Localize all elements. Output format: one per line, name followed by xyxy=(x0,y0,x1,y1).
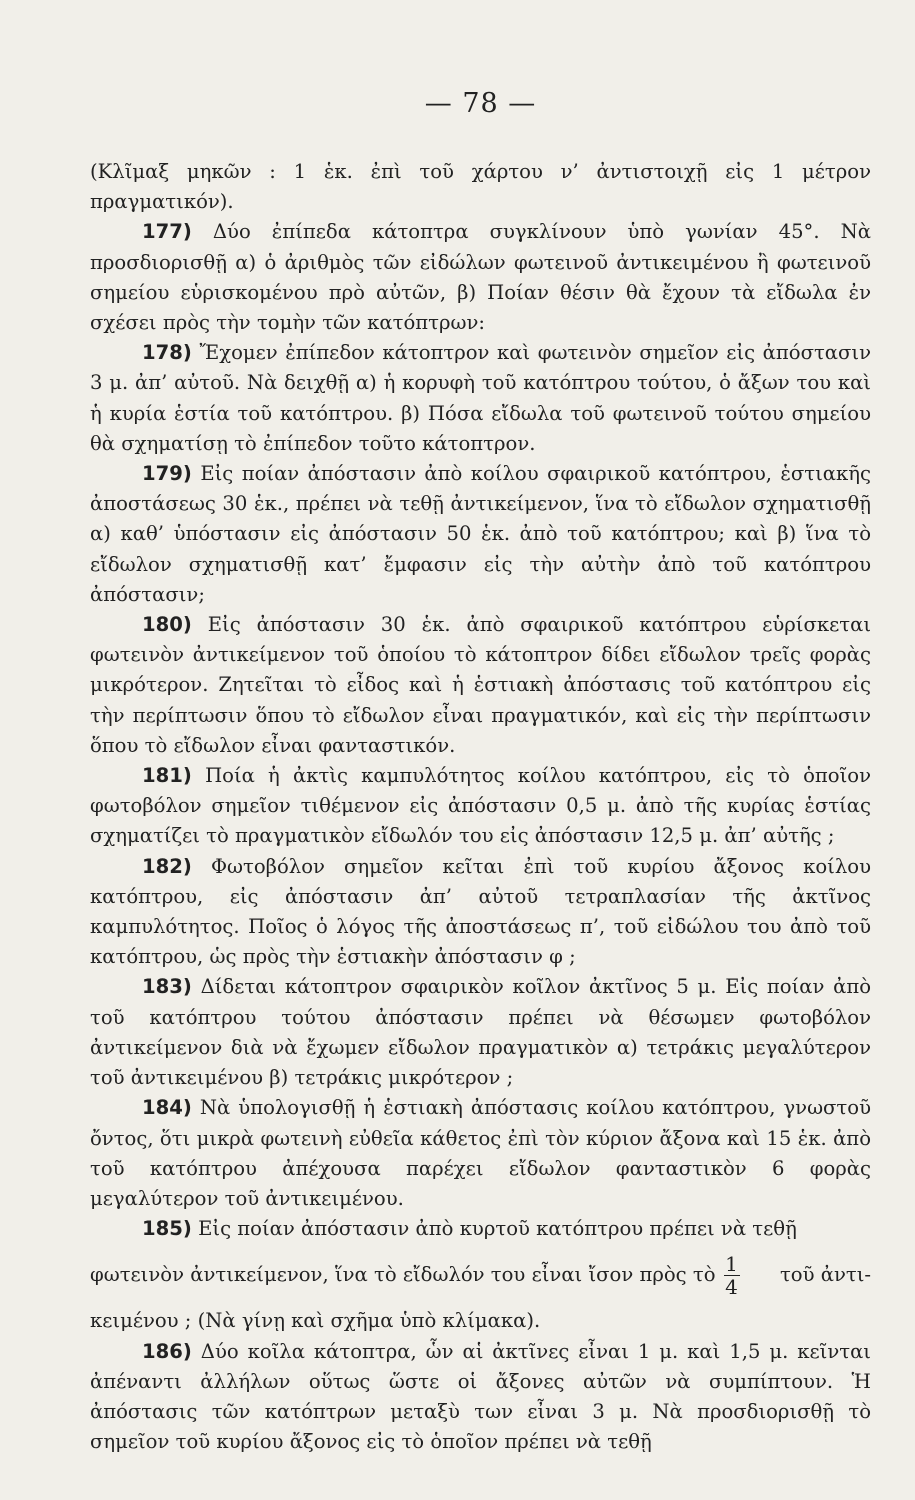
problem-184 xyxy=(90,1093,871,1214)
problem-number: 178) xyxy=(142,341,192,365)
problem-185-line1 xyxy=(90,1214,871,1244)
problem-body: Ποία ἡ ἀκτὶς καμπυλότητος κοίλου κατόπτρου, εἰς τὸ ὁποῖον φωτοβόλον σημεῖον τιθέμενον εἰς ἀπόστασιν 0,5 μ. ἀπὸ τῆς κυρίας ἑστίας σχηματίζει τὸ πραγματικὸν εἴδωλόν του εἰς ἀπόστασιν 12,5 μ. ἀπ’ αὐτῆς ; xyxy=(90,764,871,848)
problem-body: Δίδεται κάτοπτρον σφαιρικὸν κοῖλον ἀκτῖνος 5 μ. Εἰς ποίαν ἀπὸ τοῦ κατόπτρου τούτου ἀπόστασιν πρέπει νὰ θέσωμεν φωτοβόλον ἀντικείμενον διὰ νὰ ἔχωμεν εἴδωλον πραγματικὸν α) τετράκις μεγαλύτερον τοῦ ἀντικειμένου β) τετράκις μικρότερον ; xyxy=(90,975,872,1090)
problem-text xyxy=(90,157,871,1457)
problem-body: Ἔχομεν ἐπίπεδον κάτοπτρον καὶ φωτεινὸν σημεῖον εἰς ἀπόστασιν 3 μ. ἀπ’ αὐτοῦ. Νὰ δειχθῇ α) ἡ κορυφὴ τοῦ κατόπτρου τούτου, ὁ ἄξων του καὶ ἡ κυρία ἑστία τοῦ κατόπτρου. β) Πόσα εἴδωλα τοῦ φωτεινοῦ τούτου σημείου θὰ σχηματίσῃ τὸ ἐπίπεδον τοῦτο κάτοπτρον. xyxy=(90,341,871,455)
problem-body: φωτεινὸν ἀντικείμενον, ἵνα τὸ εἴδωλόν του εἶναι ἴσον πρὸς τὸ xyxy=(90,1263,716,1287)
problem-185-fraction-line xyxy=(90,1244,871,1306)
problem-body: Εἰς ποίαν ἀπόστασιν ἀπὸ κυρτοῦ κατόπτρου πρέπει νὰ τεθῇ xyxy=(198,1217,797,1241)
problem-180 xyxy=(90,610,871,761)
page-number: — 78 — xyxy=(424,88,537,119)
problem-185-line3: κειμένου ; (Νὰ γίνῃ καὶ σχῆμα ὑπὸ κλίμακα). xyxy=(90,1309,541,1333)
problem-182 xyxy=(90,852,871,973)
problem-181 xyxy=(90,761,871,852)
problem-body: τοῦ ἀντι- xyxy=(779,1263,871,1287)
problem-number: 183) xyxy=(142,975,192,999)
problem-number: 177) xyxy=(142,220,192,244)
problem-number: 182) xyxy=(142,854,192,878)
fraction xyxy=(724,1253,740,1298)
problem-number: 185) xyxy=(142,1217,192,1241)
problem-183 xyxy=(90,972,871,1093)
problem-number: 186) xyxy=(142,1339,192,1363)
problem-number: 180) xyxy=(142,613,192,637)
fraction-denominator: 4 xyxy=(725,1274,738,1299)
problem-179 xyxy=(90,459,871,610)
problem-body: Εἰς ἀπόστασιν 30 ἑκ. ἀπὸ σφαιρικοῦ κατόπτρου εὑρίσκεται φωτεινὸν ἀντικείμενον τοῦ ὁποίου τὸ κάτοπτρον δίδει εἴδωλον τρεῖς φορὰς μικρότερον. Ζητεῖται τὸ εἶδος καὶ ἡ ἑστιακὴ ἀπόστασις τοῦ κατόπτρου εἰς τὴν περίπτωσιν ὅπου τὸ εἴδωλον εἶναι πραγματικόν, καὶ εἰς τὴν περίπτωσιν ὅπου τὸ εἴδωλον εἶναι φανταστικόν. xyxy=(90,613,872,757)
problem-body: Εἰς ποίαν ἀπόστασιν ἀπὸ κοίλου σφαιρικοῦ κατόπτρου, ἑστιακῆς ἀποστάσεως 30 ἑκ., πρέπει νὰ τεθῇ ἀντικείμενον, ἵνα τὸ εἴδωλον σχηματισθῇ α) καθ’ ὑπόστασιν εἰς ἀπόστασιν 50 ἑκ. ἀπὸ τοῦ κατόπτρου; καὶ β) ἵνα τὸ εἴδωλον σχηματισθῇ κατ’ ἔμφασιν εἰς τὴν αὐτὴν ἀπὸ τοῦ κατόπτρου ἀπόστασιν; xyxy=(90,462,872,606)
problem-body: Δύο ἐπίπεδα κάτοπτρα συγκλίνουν ὑπὸ γωνίαν 45°. Νὰ προσδιορισθῇ α) ὁ ἀριθμὸς τῶν εἰδώλων φωτεινοῦ ἀντικειμένου ἢ φωτεινοῦ σημείου εὑρισκομένου πρὸ αὐτῶν, β) Ποίαν θέσιν θὰ ἔχουν τὰ εἴδωλα ἐν σχέσει πρὸς τὴν τομὴν τῶν κατόπτρων: xyxy=(90,220,871,335)
problem-number: 181) xyxy=(142,764,192,788)
problem-body: Νὰ ὑπολογισθῇ ἡ ἑστιακὴ ἀπόστασις κοίλου κατόπτρου, γνωστοῦ ὄντος, ὅτι μικρὰ φωτεινὴ εὐθεῖα κάθετος ἐπὶ τὸν κύριον ἄξονα καὶ 15 ἑκ. ἀπὸ τοῦ κατόπτρου ἀπέχουσα παρέχει εἴδωλον φανταστικὸν 6 φορὰς μεγαλύτερον τοῦ ἀντικειμένου. xyxy=(90,1096,871,1210)
intro-paragraph: (Κλῖμαξ μηκῶν : 1 ἑκ. ἐπὶ τοῦ χάρτου ν’ ἀντιστοιχῇ εἰς 1 μέτρον πραγματικόν). xyxy=(90,160,871,214)
problem-186 xyxy=(90,1337,871,1458)
problem-number: 184) xyxy=(142,1096,192,1120)
fraction-numerator: 1 xyxy=(725,1251,738,1276)
problem-body: Φωτοβόλον σημεῖον κεῖται ἐπὶ τοῦ κυρίου ἄξονος κοίλου κατόπτρου, εἰς ἀπόστασιν ἀπ’ αὐτοῦ τετραπλασίαν τῆς ἀκτῖνος καμπυλότητος. Ποῖος ὁ λόγος τῆς ἀποστάσεως π’, τοῦ εἰδώλου του ἀπὸ τοῦ κατόπτρου, ὡς πρὸς τὴν ἑστιακὴν ἀπόστασιν φ ; xyxy=(90,854,871,969)
problem-number: 179) xyxy=(142,462,192,486)
problem-body: Δύο κοῖλα κάτοπτρα, ὧν αἱ ἀκτῖνες εἶναι 1 μ. καὶ 1,5 μ. κεῖνται ἀπέναντι ἀλλήλων οὕτως ὥστε οἱ ἄξονες αὐτῶν νὰ συμπίπτουν. Ἡ ἀπόστασις τῶν κατόπτρων μεταξὺ των εἶναι 3 μ. Νὰ προσδιορισθῇ τὸ σημεῖον τοῦ κυρίου ἄξονος εἰς τὸ ὁποῖον πρέπει νὰ τεθῇ xyxy=(90,1339,871,1454)
problem-178 xyxy=(90,338,871,459)
problem-177 xyxy=(90,217,871,338)
